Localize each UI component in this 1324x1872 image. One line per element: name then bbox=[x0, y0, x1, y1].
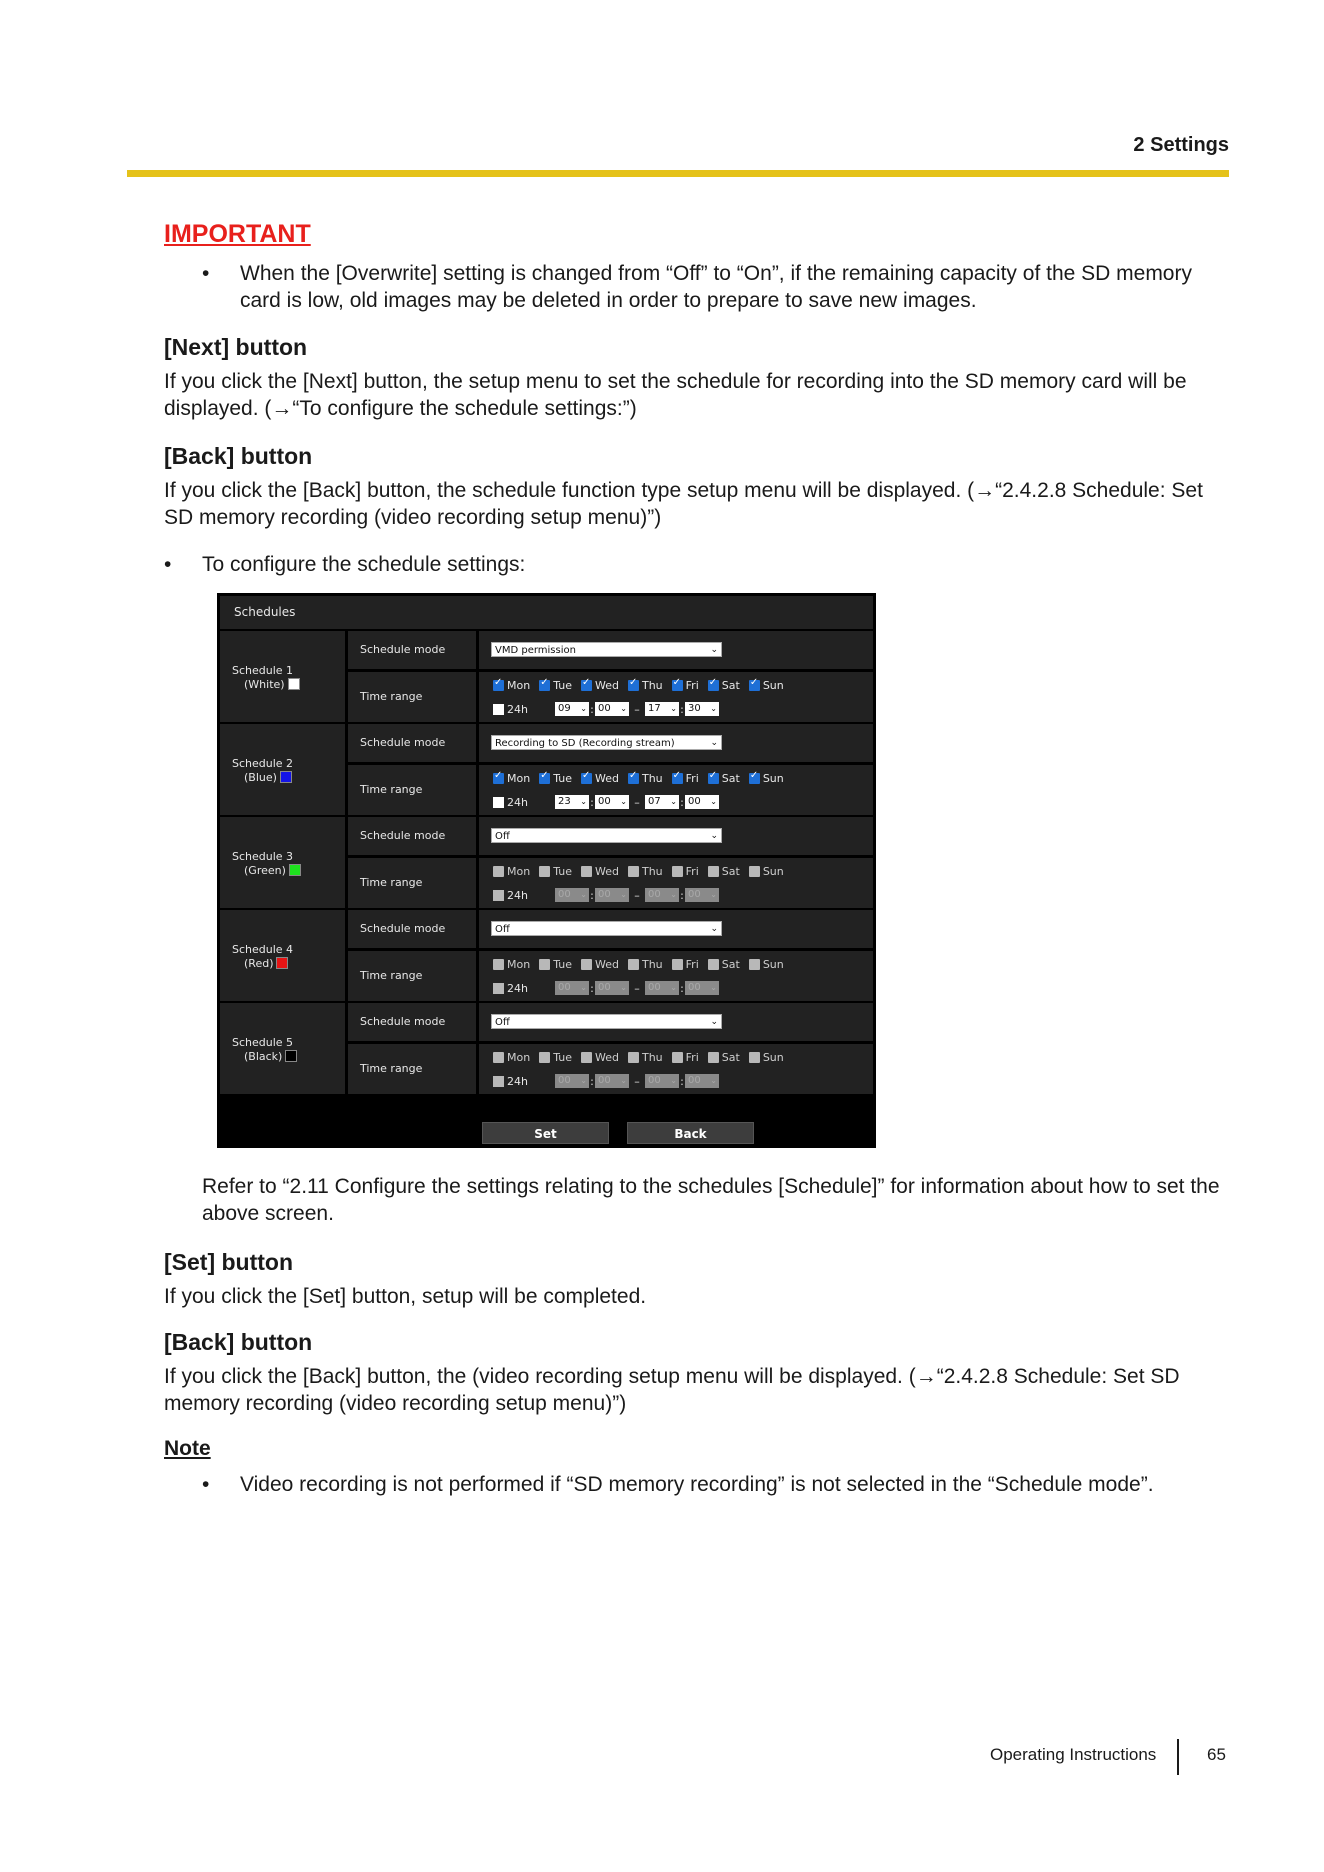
time-dash: – bbox=[634, 702, 640, 716]
page-number: 65 bbox=[1207, 1745, 1226, 1764]
next-button-text: If you click the [Next] button, the setup menu to set the schedule for recording into the SD memory card will be displayed. (→“To configure the schedule settings:”) bbox=[164, 370, 1187, 420]
note-heading: Note bbox=[164, 1437, 211, 1460]
day-checkbox[interactable] bbox=[581, 679, 619, 692]
day-label: Sat bbox=[721, 958, 740, 971]
day-checkbox[interactable] bbox=[672, 865, 699, 878]
start-hour-select[interactable] bbox=[555, 795, 589, 809]
day-checkboxes bbox=[493, 679, 793, 692]
chevron-down-icon: ⌄ bbox=[710, 983, 717, 992]
footer-divider bbox=[1177, 1739, 1179, 1775]
day-checkbox[interactable] bbox=[708, 865, 740, 878]
schedule-name: Schedule 4 bbox=[232, 943, 294, 956]
day-checkbox[interactable] bbox=[493, 679, 530, 692]
time-dash: – bbox=[634, 981, 640, 995]
day-label: Fri bbox=[685, 772, 699, 785]
24h-checkbox[interactable] bbox=[493, 796, 555, 809]
header-rule bbox=[127, 170, 1229, 177]
schedule-name-cell bbox=[220, 817, 345, 908]
chevron-down-icon: ⌄ bbox=[710, 1017, 718, 1027]
schedule-block bbox=[220, 910, 873, 1001]
checkbox-icon[interactable] bbox=[493, 959, 504, 970]
checkbox-icon[interactable] bbox=[672, 773, 683, 784]
set-button[interactable]: Set bbox=[482, 1122, 609, 1144]
day-label: Tue bbox=[553, 865, 572, 878]
schedule-mode-select[interactable] bbox=[491, 642, 722, 657]
time-dash: – bbox=[634, 1074, 640, 1088]
checkbox-icon[interactable] bbox=[749, 1052, 760, 1063]
checkbox-icon[interactable] bbox=[493, 704, 504, 715]
configure-bullet-text: To configure the schedule settings: bbox=[202, 553, 526, 576]
time-selectors bbox=[493, 795, 719, 809]
time-range-cell bbox=[479, 951, 873, 1001]
chevron-down-icon: ⌄ bbox=[670, 1076, 677, 1085]
day-checkbox[interactable] bbox=[708, 772, 740, 785]
day-checkbox[interactable] bbox=[749, 679, 784, 692]
end-hour-value: 17 bbox=[648, 703, 661, 714]
configure-bullet bbox=[164, 551, 1164, 578]
checkbox-icon[interactable] bbox=[493, 866, 504, 877]
schedule-mode-cell bbox=[479, 910, 873, 948]
schedule-block bbox=[220, 631, 873, 722]
day-label: Thu bbox=[641, 865, 663, 878]
time-range-cell bbox=[479, 672, 873, 722]
chevron-down-icon: ⌄ bbox=[710, 890, 717, 899]
schedule-mode-value: Recording to SD (Recording stream) bbox=[495, 738, 675, 749]
day-checkboxes bbox=[493, 1051, 793, 1064]
end-minute-select[interactable] bbox=[685, 888, 719, 902]
start-hour-value: 00 bbox=[558, 889, 571, 900]
day-checkbox[interactable] bbox=[581, 865, 619, 878]
chevron-down-icon: ⌄ bbox=[710, 831, 718, 841]
end-hour-select[interactable] bbox=[645, 1074, 679, 1088]
start-hour-value: 00 bbox=[558, 1075, 571, 1086]
day-label: Tue bbox=[553, 1051, 572, 1064]
checkbox-icon[interactable] bbox=[581, 680, 592, 691]
important-bullet bbox=[202, 260, 1232, 314]
schedule-name-cell bbox=[220, 1003, 345, 1094]
checkbox-icon[interactable] bbox=[493, 1052, 504, 1063]
day-checkbox[interactable] bbox=[539, 958, 572, 971]
start-hour-select[interactable] bbox=[555, 888, 589, 902]
time-colon: : bbox=[680, 1074, 684, 1088]
important-bullet-text: When the [Overwrite] setting is changed from “Off” to “On”, if the remaining capacity of the SD memory card is low, old images may be deleted in order to prepare to save new images. bbox=[240, 262, 1192, 312]
schedule-name-cell bbox=[220, 910, 345, 1001]
day-label: Wed bbox=[595, 679, 619, 692]
chevron-down-icon: ⌄ bbox=[580, 797, 587, 806]
start-minute-value: 00 bbox=[598, 796, 611, 807]
end-minute-value: 00 bbox=[688, 982, 701, 993]
start-hour-select[interactable] bbox=[555, 1074, 589, 1088]
chevron-down-icon: ⌄ bbox=[620, 1076, 627, 1085]
day-checkbox[interactable] bbox=[628, 679, 663, 692]
schedule-mode-value: Off bbox=[495, 831, 510, 842]
time-colon: : bbox=[590, 981, 594, 995]
day-checkbox[interactable] bbox=[708, 958, 740, 971]
24h-checkbox[interactable] bbox=[493, 889, 555, 902]
chevron-down-icon: ⌄ bbox=[710, 645, 718, 655]
start-minute-value: 00 bbox=[598, 982, 611, 993]
start-hour-value: 23 bbox=[558, 796, 571, 807]
day-checkboxes bbox=[493, 865, 793, 878]
time-colon: : bbox=[590, 702, 594, 716]
time-colon: : bbox=[680, 981, 684, 995]
24h-checkbox[interactable] bbox=[493, 982, 555, 995]
start-minute-select[interactable] bbox=[595, 1074, 629, 1088]
checkbox-icon[interactable] bbox=[628, 959, 639, 970]
24h-label: 24h bbox=[507, 1074, 528, 1088]
schedule-mode-value: VMD permission bbox=[495, 645, 576, 656]
day-label: Tue bbox=[553, 772, 572, 785]
end-minute-select[interactable] bbox=[685, 1074, 719, 1088]
end-hour-value: 00 bbox=[648, 1075, 661, 1086]
start-minute-select[interactable] bbox=[595, 981, 629, 995]
chevron-down-icon: ⌄ bbox=[580, 983, 587, 992]
checkbox-icon[interactable] bbox=[493, 797, 504, 808]
checkbox-icon[interactable] bbox=[749, 680, 760, 691]
day-checkbox[interactable] bbox=[539, 865, 572, 878]
day-checkboxes bbox=[493, 772, 793, 785]
day-checkbox[interactable] bbox=[628, 1051, 663, 1064]
schedule-mode-cell bbox=[479, 817, 873, 855]
bullet-dot: • bbox=[202, 262, 210, 285]
back-button-text: If you click the [Back] button, the schedule function type setup menu will be displayed. (→“2.4.2.8 Schedule: Set SD memory recording (video recording setup menu)”) bbox=[164, 479, 1203, 529]
schedule-name-cell bbox=[220, 724, 345, 815]
day-label: Wed bbox=[595, 1051, 619, 1064]
day-checkbox[interactable] bbox=[581, 958, 619, 971]
chevron-down-icon: ⌄ bbox=[580, 1076, 587, 1085]
checkbox-icon[interactable] bbox=[581, 959, 592, 970]
start-minute-value: 00 bbox=[598, 703, 611, 714]
day-label: Sat bbox=[721, 1051, 740, 1064]
day-checkbox[interactable] bbox=[493, 772, 530, 785]
time-selectors bbox=[493, 702, 719, 716]
back-button-heading: [Back] button bbox=[164, 443, 313, 469]
checkbox-icon[interactable] bbox=[539, 1052, 550, 1063]
end-hour-select[interactable] bbox=[645, 795, 679, 809]
day-checkbox[interactable] bbox=[493, 1051, 530, 1064]
end-hour-select[interactable] bbox=[645, 981, 679, 995]
start-minute-select[interactable] bbox=[595, 795, 629, 809]
chevron-down-icon: ⌄ bbox=[710, 797, 717, 806]
time-selectors bbox=[493, 981, 719, 995]
schedule-color-name: (Green) bbox=[244, 864, 286, 877]
checkbox-icon[interactable] bbox=[672, 959, 683, 970]
time-colon: : bbox=[590, 888, 594, 902]
footer-label: Operating Instructions bbox=[990, 1745, 1157, 1764]
chevron-down-icon: ⌄ bbox=[580, 890, 587, 899]
checkbox-icon[interactable] bbox=[708, 1052, 719, 1063]
day-checkbox[interactable] bbox=[628, 958, 663, 971]
checkbox-icon[interactable] bbox=[708, 773, 719, 784]
schedule-mode-label: Schedule mode bbox=[348, 817, 476, 855]
start-hour-select[interactable] bbox=[555, 981, 589, 995]
checkbox-icon[interactable] bbox=[493, 983, 504, 994]
schedule-mode-select[interactable] bbox=[491, 921, 722, 936]
checkbox-icon[interactable] bbox=[672, 680, 683, 691]
day-label: Thu bbox=[641, 772, 663, 785]
chevron-down-icon: ⌄ bbox=[620, 890, 627, 899]
day-label: Sun bbox=[762, 772, 784, 785]
bullet-dot: • bbox=[164, 553, 172, 576]
chevron-down-icon: ⌄ bbox=[620, 983, 627, 992]
day-checkbox[interactable] bbox=[493, 865, 530, 878]
time-selectors bbox=[493, 1074, 719, 1088]
day-label: Sat bbox=[721, 772, 740, 785]
day-label: Thu bbox=[641, 679, 663, 692]
time-selectors bbox=[493, 888, 719, 902]
schedule-color-name: (Red) bbox=[244, 957, 274, 970]
schedule-mode-value: Off bbox=[495, 924, 510, 935]
checkbox-icon[interactable] bbox=[539, 773, 550, 784]
checkbox-icon[interactable] bbox=[539, 959, 550, 970]
important-heading: IMPORTANT bbox=[164, 220, 311, 248]
day-checkbox[interactable] bbox=[539, 679, 572, 692]
day-checkbox[interactable] bbox=[749, 865, 784, 878]
chevron-down-icon: ⌄ bbox=[710, 1076, 717, 1085]
24h-label: 24h bbox=[507, 795, 528, 809]
checkbox-icon[interactable] bbox=[539, 680, 550, 691]
day-label: Mon bbox=[507, 958, 531, 971]
time-dash: – bbox=[634, 795, 640, 809]
day-checkbox[interactable] bbox=[749, 1051, 784, 1064]
end-minute-select[interactable] bbox=[685, 702, 719, 716]
day-label: Mon bbox=[507, 865, 531, 878]
time-range-label: Time range bbox=[348, 858, 476, 908]
checkbox-icon[interactable] bbox=[749, 959, 760, 970]
time-dash: – bbox=[634, 888, 640, 902]
day-label: Wed bbox=[595, 865, 619, 878]
next-button-heading: [Next] button bbox=[164, 334, 308, 360]
schedule-mode-label: Schedule mode bbox=[348, 631, 476, 669]
checkbox-icon[interactable] bbox=[628, 1052, 639, 1063]
time-colon: : bbox=[680, 888, 684, 902]
end-minute-value: 30 bbox=[688, 703, 701, 714]
day-label: Tue bbox=[553, 679, 572, 692]
checkbox-icon[interactable] bbox=[581, 773, 592, 784]
color-swatch bbox=[276, 957, 288, 969]
end-hour-select[interactable] bbox=[645, 888, 679, 902]
start-hour-value: 00 bbox=[558, 982, 571, 993]
start-minute-select[interactable] bbox=[595, 702, 629, 716]
start-hour-value: 09 bbox=[558, 703, 571, 714]
time-colon: : bbox=[680, 795, 684, 809]
time-range-cell bbox=[479, 765, 873, 815]
day-checkbox[interactable] bbox=[628, 865, 663, 878]
time-range-label: Time range bbox=[348, 672, 476, 722]
set-button-text: If you click the [Set] button, setup will be completed. bbox=[164, 1285, 647, 1308]
chevron-down-icon: ⌄ bbox=[620, 797, 627, 806]
checkbox-icon[interactable] bbox=[628, 866, 639, 877]
chevron-down-icon: ⌄ bbox=[710, 704, 717, 713]
checkbox-icon[interactable] bbox=[628, 680, 639, 691]
day-label: Thu bbox=[641, 958, 663, 971]
day-checkbox[interactable] bbox=[708, 1051, 740, 1064]
day-label: Fri bbox=[685, 679, 699, 692]
time-range-label: Time range bbox=[348, 1044, 476, 1094]
checkbox-icon[interactable] bbox=[749, 773, 760, 784]
note-bullet bbox=[202, 1471, 1232, 1498]
end-minute-value: 00 bbox=[688, 1075, 701, 1086]
chevron-down-icon: ⌄ bbox=[710, 924, 718, 934]
end-hour-value: 00 bbox=[648, 982, 661, 993]
end-hour-value: 00 bbox=[648, 889, 661, 900]
schedule-mode-cell bbox=[479, 724, 873, 762]
day-checkbox[interactable] bbox=[581, 1051, 619, 1064]
schedule-mode-value: Off bbox=[495, 1017, 510, 1028]
back-button[interactable]: Back bbox=[627, 1122, 754, 1144]
day-label: Wed bbox=[595, 958, 619, 971]
refer-text: Refer to “2.11 Configure the settings relating to the schedules [Schedule]” for information about how to set the above screen. bbox=[202, 1175, 1220, 1225]
day-checkbox[interactable] bbox=[539, 772, 572, 785]
color-swatch bbox=[288, 678, 300, 690]
schedule-mode-cell bbox=[479, 1003, 873, 1041]
time-range-cell bbox=[479, 1044, 873, 1094]
back-button-text-2: If you click the [Back] button, the (video recording setup menu will be displayed. (→“2.4.2.8 Schedule: Set SD memory recording (video recording setup menu)”) bbox=[164, 1365, 1180, 1415]
day-label: Fri bbox=[685, 865, 699, 878]
time-colon: : bbox=[680, 702, 684, 716]
start-minute-value: 00 bbox=[598, 889, 611, 900]
checkbox-icon[interactable] bbox=[493, 773, 504, 784]
schedule-mode-cell bbox=[479, 631, 873, 669]
schedule-block bbox=[220, 817, 873, 908]
day-label: Sun bbox=[762, 865, 784, 878]
color-swatch bbox=[289, 864, 301, 876]
time-range-cell bbox=[479, 858, 873, 908]
checkbox-icon[interactable] bbox=[749, 866, 760, 877]
color-swatch bbox=[280, 771, 292, 783]
chevron-down-icon: ⌄ bbox=[710, 738, 718, 748]
schedule-color-name: (Blue) bbox=[244, 771, 277, 784]
chevron-down-icon: ⌄ bbox=[620, 704, 627, 713]
checkbox-icon[interactable] bbox=[493, 1076, 504, 1087]
day-label: Sun bbox=[762, 1051, 784, 1064]
time-range-label: Time range bbox=[348, 951, 476, 1001]
schedule-name: Schedule 5 bbox=[232, 1036, 294, 1049]
end-minute-value: 00 bbox=[688, 796, 701, 807]
day-label: Sat bbox=[721, 679, 740, 692]
day-checkbox[interactable] bbox=[493, 958, 530, 971]
start-minute-value: 00 bbox=[598, 1075, 611, 1086]
24h-checkbox[interactable] bbox=[493, 1075, 555, 1088]
checkbox-icon[interactable] bbox=[628, 773, 639, 784]
end-minute-select[interactable] bbox=[685, 795, 719, 809]
chevron-down-icon: ⌄ bbox=[580, 704, 587, 713]
day-label: Mon bbox=[507, 1051, 531, 1064]
set-button-heading: [Set] button bbox=[164, 1249, 294, 1275]
schedule-mode-select[interactable] bbox=[491, 828, 722, 843]
schedule-block bbox=[220, 1003, 873, 1094]
day-checkbox[interactable] bbox=[672, 958, 699, 971]
schedules-screenshot bbox=[217, 593, 876, 1148]
chevron-down-icon: ⌄ bbox=[670, 890, 677, 899]
day-label: Wed bbox=[595, 772, 619, 785]
checkbox-icon[interactable] bbox=[708, 959, 719, 970]
checkbox-icon[interactable] bbox=[708, 866, 719, 877]
day-label: Thu bbox=[641, 1051, 663, 1064]
day-checkbox[interactable] bbox=[708, 679, 740, 692]
day-label: Sat bbox=[721, 865, 740, 878]
schedule-color-name: (White) bbox=[244, 678, 285, 691]
time-colon: : bbox=[590, 1074, 594, 1088]
day-checkbox[interactable] bbox=[749, 772, 784, 785]
24h-checkbox[interactable] bbox=[493, 703, 555, 716]
schedule-mode-label: Schedule mode bbox=[348, 724, 476, 762]
back-button-heading-2: [Back] button bbox=[164, 1329, 313, 1355]
day-label: Fri bbox=[685, 958, 699, 971]
schedule-mode-select[interactable] bbox=[491, 1014, 722, 1029]
day-checkbox[interactable] bbox=[672, 679, 699, 692]
schedule-block bbox=[220, 724, 873, 815]
day-checkbox[interactable] bbox=[749, 958, 784, 971]
panel-title: Schedules bbox=[220, 596, 873, 629]
day-checkbox[interactable] bbox=[672, 1051, 699, 1064]
end-hour-value: 07 bbox=[648, 796, 661, 807]
time-range-label: Time range bbox=[348, 765, 476, 815]
chevron-down-icon: ⌄ bbox=[670, 797, 677, 806]
checkbox-icon[interactable] bbox=[493, 890, 504, 901]
day-checkbox[interactable] bbox=[628, 772, 663, 785]
schedule-name: Schedule 1 bbox=[232, 664, 294, 677]
schedule-color-name: (Black) bbox=[244, 1050, 283, 1063]
time-colon: : bbox=[590, 795, 594, 809]
24h-label: 24h bbox=[507, 888, 528, 902]
day-checkbox[interactable] bbox=[539, 1051, 572, 1064]
schedule-name: Schedule 3 bbox=[232, 850, 294, 863]
chevron-down-icon: ⌄ bbox=[670, 983, 677, 992]
end-minute-select[interactable] bbox=[685, 981, 719, 995]
section-label: 2 Settings bbox=[1133, 134, 1229, 156]
checkbox-icon[interactable] bbox=[539, 866, 550, 877]
schedule-mode-label: Schedule mode bbox=[348, 1003, 476, 1041]
bullet-dot: • bbox=[202, 1473, 210, 1496]
checkbox-icon[interactable] bbox=[672, 866, 683, 877]
schedule-name-cell bbox=[220, 631, 345, 722]
day-label: Mon bbox=[507, 679, 531, 692]
schedule-mode-label: Schedule mode bbox=[348, 910, 476, 948]
day-checkbox[interactable] bbox=[672, 772, 699, 785]
schedule-name: Schedule 2 bbox=[232, 757, 294, 770]
checkbox-icon[interactable] bbox=[493, 680, 504, 691]
day-label: Sun bbox=[762, 679, 784, 692]
day-label: Mon bbox=[507, 772, 531, 785]
checkbox-icon[interactable] bbox=[672, 1052, 683, 1063]
day-label: Fri bbox=[685, 1051, 699, 1064]
note-bullet-text: Video recording is not performed if “SD memory recording” is not selected in the “Schedule mode”. bbox=[240, 1473, 1154, 1496]
24h-label: 24h bbox=[507, 981, 528, 995]
end-hour-select[interactable] bbox=[645, 702, 679, 716]
checkbox-icon[interactable] bbox=[581, 866, 592, 877]
day-label: Sun bbox=[762, 958, 784, 971]
day-checkboxes bbox=[493, 958, 793, 971]
end-minute-value: 00 bbox=[688, 889, 701, 900]
24h-label: 24h bbox=[507, 702, 528, 716]
schedule-mode-select[interactable] bbox=[491, 735, 722, 750]
checkbox-icon[interactable] bbox=[708, 680, 719, 691]
start-hour-select[interactable] bbox=[555, 702, 589, 716]
day-label: Tue bbox=[553, 958, 572, 971]
checkbox-icon[interactable] bbox=[581, 1052, 592, 1063]
day-checkbox[interactable] bbox=[581, 772, 619, 785]
chevron-down-icon: ⌄ bbox=[670, 704, 677, 713]
start-minute-select[interactable] bbox=[595, 888, 629, 902]
color-swatch bbox=[285, 1050, 297, 1062]
